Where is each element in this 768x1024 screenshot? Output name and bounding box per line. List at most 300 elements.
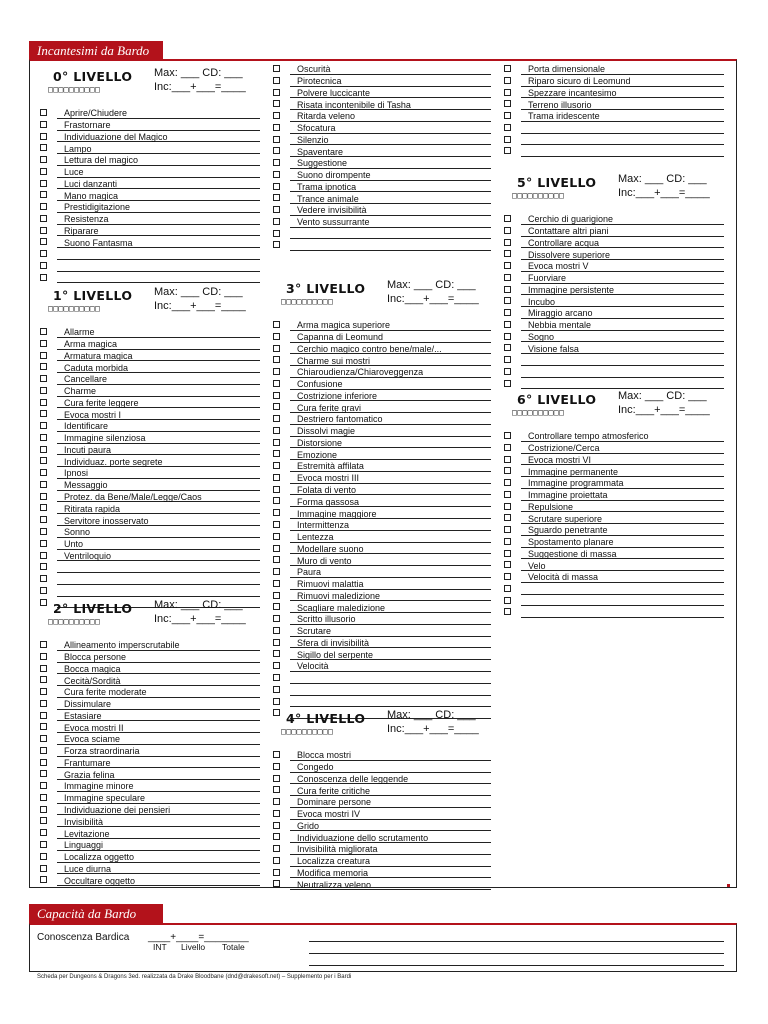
bardic-notes-line[interactable]: [309, 941, 724, 942]
spell-name: Scritto illusorio: [297, 614, 356, 625]
prepared-checkbox[interactable]: [40, 641, 47, 648]
spell-row: [30, 119, 260, 131]
bardic-notes-line[interactable]: [309, 953, 724, 954]
spell-name: Cecità/Sordità: [64, 675, 121, 686]
prepared-checkbox[interactable]: [40, 770, 47, 777]
prepared-checkbox[interactable]: [40, 340, 47, 347]
prepared-checkbox[interactable]: [273, 392, 280, 399]
spell-row: [30, 674, 260, 686]
spell-row: [30, 863, 260, 875]
spell-row: [263, 590, 491, 602]
prepared-checkbox[interactable]: [273, 159, 280, 166]
prepared-checkbox[interactable]: [504, 65, 511, 72]
increment-field[interactable]: Inc:___+___=____: [154, 300, 246, 312]
prepared-checkbox[interactable]: [504, 136, 511, 143]
prepared-checkbox[interactable]: [273, 833, 280, 840]
prepared-checkbox[interactable]: [273, 65, 280, 72]
spell-name: Ritirata rapida: [64, 503, 121, 514]
spell-name: Scagliare maledizione: [297, 602, 386, 613]
spell-row: [263, 637, 491, 649]
prepared-checkbox[interactable]: [273, 580, 280, 587]
prepared-checkbox[interactable]: [40, 700, 47, 707]
prepared-checkbox[interactable]: [273, 241, 280, 248]
spell-row: [30, 839, 260, 851]
slot-checkboxes[interactable]: □□□□□□□□□□: [281, 297, 334, 306]
prepared-checkbox[interactable]: [504, 250, 511, 257]
prepared-checkbox[interactable]: [40, 191, 47, 198]
prepared-checkbox[interactable]: [40, 735, 47, 742]
prepared-checkbox[interactable]: [40, 516, 47, 523]
spell-row: [494, 606, 724, 618]
prepared-checkbox[interactable]: [504, 77, 511, 84]
prepared-checkbox[interactable]: [273, 857, 280, 864]
spell-write-line[interactable]: [521, 617, 724, 618]
prepared-checkbox[interactable]: [40, 676, 47, 683]
prepared-checkbox[interactable]: [273, 845, 280, 852]
prepared-checkbox[interactable]: [273, 497, 280, 504]
prepared-checkbox[interactable]: [504, 368, 511, 375]
level-title: 5° LIVELLO: [517, 175, 597, 190]
spell-name: Localizza oggetto: [64, 852, 135, 863]
prepared-checkbox[interactable]: [40, 587, 47, 594]
prepared-checkbox[interactable]: [504, 514, 511, 521]
prepared-checkbox[interactable]: [40, 563, 47, 570]
prepared-checkbox[interactable]: [273, 798, 280, 805]
spell-name: Riparare: [64, 225, 99, 236]
prepared-checkbox[interactable]: [40, 504, 47, 511]
prepared-checkbox[interactable]: [273, 356, 280, 363]
prepared-checkbox[interactable]: [273, 194, 280, 201]
prepared-checkbox[interactable]: [40, 227, 47, 234]
spell-name: Cancellare: [64, 374, 108, 385]
prepared-checkbox[interactable]: [40, 528, 47, 535]
prepared-checkbox[interactable]: [504, 344, 511, 351]
increment-field[interactable]: Inc:___+___=____: [387, 723, 479, 735]
spell-name: Velocità di massa: [528, 572, 599, 583]
prepared-checkbox[interactable]: [273, 822, 280, 829]
prepared-checkbox[interactable]: [273, 650, 280, 657]
prepared-checkbox[interactable]: [273, 568, 280, 575]
slot-checkboxes[interactable]: □□□□□□□□□□: [281, 727, 334, 736]
spell-row: [263, 566, 491, 578]
spell-name: Servitore inosservato: [64, 515, 149, 526]
spell-row: [263, 331, 491, 343]
prepared-checkbox[interactable]: [273, 171, 280, 178]
level-title: 0° LIVELLO: [53, 69, 133, 84]
spell-row: [30, 248, 260, 260]
spell-row: [263, 181, 491, 193]
prepared-checkbox[interactable]: [273, 380, 280, 387]
spell-row: [263, 401, 491, 413]
prepared-checkbox[interactable]: [273, 450, 280, 457]
prepared-checkbox[interactable]: [273, 136, 280, 143]
spell-name: Immagine persistente: [528, 284, 615, 295]
prepared-checkbox[interactable]: [40, 180, 47, 187]
spell-name: Estasiare: [64, 710, 102, 721]
prepared-checkbox[interactable]: [40, 481, 47, 488]
prepared-checkbox[interactable]: [273, 545, 280, 552]
spell-name: Blocca persone: [64, 652, 127, 663]
prepared-checkbox[interactable]: [273, 486, 280, 493]
prepared-checkbox[interactable]: [504, 286, 511, 293]
prepared-checkbox[interactable]: [273, 124, 280, 131]
spell-row: [30, 827, 260, 839]
spell-row: [30, 385, 260, 397]
prepared-checkbox[interactable]: [40, 552, 47, 559]
spell-row: [494, 366, 724, 378]
prepared-checkbox[interactable]: [504, 239, 511, 246]
prepared-checkbox[interactable]: [273, 775, 280, 782]
prepared-checkbox[interactable]: [504, 479, 511, 486]
prepared-checkbox[interactable]: [504, 585, 511, 592]
spell-name: Trama iridescente: [528, 111, 600, 122]
spell-name: Porta dimensionale: [528, 64, 606, 75]
increment-field[interactable]: Inc:___+___=____: [154, 81, 246, 93]
spell-name: Immagine maggiore: [297, 508, 377, 519]
prepared-checkbox[interactable]: [40, 262, 47, 269]
prepared-checkbox[interactable]: [40, 250, 47, 257]
prepared-checkbox[interactable]: [40, 328, 47, 335]
spell-name: Forza straordinaria: [64, 746, 140, 757]
prepared-checkbox[interactable]: [504, 227, 511, 234]
spell-name: Costrizione inferiore: [297, 390, 378, 401]
spell-row: [263, 110, 491, 122]
spell-row: [30, 698, 260, 710]
spell-name: Caduta morbida: [64, 362, 129, 373]
spell-row: [263, 472, 491, 484]
prepared-checkbox[interactable]: [273, 206, 280, 213]
prepared-checkbox[interactable]: [273, 627, 280, 634]
prepared-checkbox[interactable]: [504, 503, 511, 510]
prepared-checkbox[interactable]: [273, 674, 280, 681]
spell-row: [263, 543, 491, 555]
prepared-checkbox[interactable]: [273, 345, 280, 352]
spell-row: [30, 573, 260, 585]
spell-row: [494, 295, 724, 307]
spell-row: [263, 796, 491, 808]
spell-row: [494, 595, 724, 607]
prepared-checkbox[interactable]: [40, 363, 47, 370]
spell-column: [30, 63, 260, 283]
prepared-checkbox[interactable]: [40, 375, 47, 382]
prepared-checkbox[interactable]: [40, 782, 47, 789]
spell-row: [494, 63, 724, 75]
prepared-checkbox[interactable]: [40, 352, 47, 359]
level-header: [494, 386, 724, 430]
spell-name: Allineamento imperscrutabile: [64, 640, 180, 651]
prepared-checkbox[interactable]: [40, 434, 47, 441]
spell-name: Risata incontenibile di Tasha: [297, 99, 411, 110]
prepared-checkbox[interactable]: [504, 262, 511, 269]
spell-write-line[interactable]: [290, 250, 491, 251]
spell-row: [263, 878, 491, 890]
prepared-checkbox[interactable]: [40, 387, 47, 394]
prepared-checkbox[interactable]: [273, 662, 280, 669]
prepared-checkbox[interactable]: [504, 456, 511, 463]
prepared-checkbox[interactable]: [40, 422, 47, 429]
spell-name: Controllare tempo atmosferico: [528, 431, 649, 442]
spell-name: Individuazione dei pensieri: [64, 804, 171, 815]
prepared-checkbox[interactable]: [504, 309, 511, 316]
prepared-checkbox[interactable]: [40, 794, 47, 801]
spell-row: [494, 536, 724, 548]
increment-field[interactable]: Inc:___+___=____: [387, 293, 479, 305]
spell-row: [30, 561, 260, 573]
spell-row: [30, 455, 260, 467]
prepared-checkbox[interactable]: [273, 698, 280, 705]
spell-row: [30, 550, 260, 562]
prepared-checkbox[interactable]: [40, 133, 47, 140]
prepared-checkbox[interactable]: [273, 427, 280, 434]
spell-name: Invisibilità: [64, 816, 104, 827]
spell-row: [494, 571, 724, 583]
prepared-checkbox[interactable]: [273, 415, 280, 422]
prepared-checkbox[interactable]: [273, 521, 280, 528]
prepared-checkbox[interactable]: [504, 573, 511, 580]
bardic-notes-line[interactable]: [309, 965, 724, 966]
prepared-checkbox[interactable]: [504, 561, 511, 568]
spell-row: [30, 491, 260, 503]
spell-row: [263, 366, 491, 378]
prepared-checkbox[interactable]: [504, 467, 511, 474]
spell-name: Spaventare: [297, 146, 344, 157]
max-dc-field[interactable]: Max: ___ CD: ___: [387, 709, 476, 721]
prepared-checkbox[interactable]: [40, 759, 47, 766]
increment-field[interactable]: Inc:___+___=____: [618, 404, 710, 416]
prepared-checkbox[interactable]: [40, 817, 47, 824]
prepared-checkbox[interactable]: [40, 144, 47, 151]
prepared-checkbox[interactable]: [504, 112, 511, 119]
corner-mark: [727, 884, 730, 887]
prepared-checkbox[interactable]: [504, 147, 511, 154]
prepared-checkbox[interactable]: [273, 592, 280, 599]
prepared-checkbox[interactable]: [40, 238, 47, 245]
prepared-checkbox[interactable]: [273, 100, 280, 107]
spell-name: Protez. da Bene/Male/Legge/Caos: [64, 491, 202, 502]
prepared-checkbox[interactable]: [273, 368, 280, 375]
spell-row: [494, 110, 724, 122]
prepared-checkbox[interactable]: [40, 215, 47, 222]
spell-name: Fuorviare: [528, 273, 567, 284]
prepared-checkbox[interactable]: [504, 124, 511, 131]
spell-row: [263, 228, 491, 240]
prepared-checkbox[interactable]: [273, 230, 280, 237]
spell-row: [30, 178, 260, 190]
prepared-checkbox[interactable]: [504, 321, 511, 328]
prepared-checkbox[interactable]: [40, 446, 47, 453]
spell-row: [263, 672, 491, 684]
prepared-checkbox[interactable]: [504, 550, 511, 557]
max-dc-field[interactable]: Max: ___ CD: ___: [154, 286, 243, 298]
spell-name: Riparo sicuro di Leomund: [528, 76, 631, 87]
footer-credit: Scheda per Dungeons & Dragons 3ed. realizzata da Drake Bloodbane (dnd@drakesoft.net) – Supplemento per i Bardi: [37, 974, 352, 980]
prepared-checkbox[interactable]: [40, 723, 47, 730]
prepared-checkbox[interactable]: [273, 77, 280, 84]
prepared-checkbox[interactable]: [273, 403, 280, 410]
prepared-checkbox[interactable]: [504, 356, 511, 363]
spell-name: Sguardo penetrante: [528, 525, 608, 536]
spell-name: Charme: [64, 386, 97, 397]
prepared-checkbox[interactable]: [273, 321, 280, 328]
prepared-checkbox[interactable]: [40, 865, 47, 872]
increment-field[interactable]: Inc:___+___=____: [154, 613, 246, 625]
spell-row: [30, 107, 260, 119]
prepared-checkbox[interactable]: [504, 444, 511, 451]
prepared-checkbox[interactable]: [40, 168, 47, 175]
prepared-checkbox[interactable]: [40, 399, 47, 406]
max-dc-field[interactable]: Max: ___ CD: ___: [618, 173, 707, 185]
prepared-checkbox[interactable]: [40, 457, 47, 464]
spell-name: Localizza creatura: [297, 856, 371, 867]
spell-row: [30, 686, 260, 698]
prepared-checkbox[interactable]: [504, 608, 511, 615]
spell-name: Individuaz. porte segrete: [64, 456, 163, 467]
spell-row: [494, 98, 724, 110]
max-dc-field[interactable]: Max: ___ CD: ___: [387, 279, 476, 291]
prepared-checkbox[interactable]: [40, 203, 47, 210]
spell-row: [263, 204, 491, 216]
spell-row: [30, 663, 260, 675]
prepared-checkbox[interactable]: [40, 109, 47, 116]
spell-name: Cerchio di guarigione: [528, 214, 614, 225]
max-dc-field[interactable]: Max: ___ CD: ___: [618, 390, 707, 402]
prepared-checkbox[interactable]: [273, 218, 280, 225]
spell-name: Destriero fantomatico: [297, 414, 383, 425]
prepared-checkbox[interactable]: [273, 462, 280, 469]
prepared-checkbox[interactable]: [504, 491, 511, 498]
prepared-checkbox[interactable]: [40, 410, 47, 417]
prepared-checkbox[interactable]: [273, 686, 280, 693]
slot-checkboxes[interactable]: □□□□□□□□□□: [512, 408, 565, 417]
prepared-checkbox[interactable]: [504, 597, 511, 604]
spell-name: Unto: [64, 539, 84, 550]
prepared-checkbox[interactable]: [40, 653, 47, 660]
slot-checkboxes[interactable]: □□□□□□□□□□: [48, 617, 101, 626]
prepared-checkbox[interactable]: [504, 538, 511, 545]
prepared-checkbox[interactable]: [504, 333, 511, 340]
level-header: [494, 169, 724, 213]
prepared-checkbox[interactable]: [273, 509, 280, 516]
spell-row: [30, 639, 260, 651]
prepared-checkbox[interactable]: [504, 89, 511, 96]
max-dc-field[interactable]: Max: ___ CD: ___: [154, 599, 243, 611]
prepared-checkbox[interactable]: [273, 112, 280, 119]
prepared-checkbox[interactable]: [504, 215, 511, 222]
spell-row: [494, 489, 724, 501]
prepared-checkbox[interactable]: [273, 147, 280, 154]
prepared-checkbox[interactable]: [273, 89, 280, 96]
prepared-checkbox[interactable]: [273, 639, 280, 646]
prepared-checkbox[interactable]: [40, 575, 47, 582]
prepared-checkbox[interactable]: [40, 829, 47, 836]
spell-row: [494, 122, 724, 134]
spell-name: Polvere luccicante: [297, 87, 371, 98]
spell-row: [30, 154, 260, 166]
slot-checkboxes[interactable]: □□□□□□□□□□: [512, 191, 565, 200]
spell-row: [30, 213, 260, 225]
slot-checkboxes[interactable]: □□□□□□□□□□: [48, 304, 101, 313]
prepared-checkbox[interactable]: [273, 333, 280, 340]
spell-row: [30, 651, 260, 663]
spell-row: [263, 75, 491, 87]
spell-row: [494, 465, 724, 477]
spell-row: [30, 815, 260, 827]
spell-name: Blocca mostri: [297, 750, 352, 761]
spell-row: [30, 166, 260, 178]
spell-row: [263, 684, 491, 696]
prepared-checkbox[interactable]: [273, 810, 280, 817]
prepared-checkbox[interactable]: [40, 712, 47, 719]
prepared-checkbox[interactable]: [40, 747, 47, 754]
prepared-checkbox[interactable]: [273, 439, 280, 446]
prepared-checkbox[interactable]: [273, 533, 280, 540]
spell-name: Neutralizza veleno: [297, 879, 372, 890]
spell-write-line[interactable]: [521, 156, 724, 157]
prepared-checkbox[interactable]: [504, 274, 511, 281]
prepared-checkbox[interactable]: [273, 869, 280, 876]
prepared-checkbox[interactable]: [40, 493, 47, 500]
bardic-knowledge-formula[interactable]: ____+____=________: [148, 932, 249, 943]
spell-name: Luce: [64, 167, 84, 178]
prepared-checkbox[interactable]: [504, 432, 511, 439]
prepared-checkbox[interactable]: [40, 841, 47, 848]
prepared-checkbox[interactable]: [40, 806, 47, 813]
prepared-checkbox[interactable]: [273, 615, 280, 622]
prepared-checkbox[interactable]: [40, 469, 47, 476]
spell-name: Lampo: [64, 143, 92, 154]
prepared-checkbox[interactable]: [504, 526, 511, 533]
prepared-checkbox[interactable]: [40, 156, 47, 163]
prepared-checkbox[interactable]: [40, 853, 47, 860]
prepared-checkbox[interactable]: [40, 121, 47, 128]
spell-row: [263, 425, 491, 437]
spell-row: [263, 134, 491, 146]
prepared-checkbox[interactable]: [40, 274, 47, 281]
spell-row: [30, 768, 260, 780]
spell-name: Dissolvere superiore: [528, 249, 611, 260]
prepared-checkbox[interactable]: [40, 876, 47, 883]
spell-name: Velocità: [297, 661, 329, 672]
prepared-checkbox[interactable]: [273, 751, 280, 758]
prepared-checkbox[interactable]: [273, 474, 280, 481]
slot-checkboxes[interactable]: □□□□□□□□□□: [48, 85, 101, 94]
spell-name: Capanna di Leomund: [297, 332, 384, 343]
spell-row: [30, 874, 260, 886]
spell-row: [263, 98, 491, 110]
prepared-checkbox[interactable]: [273, 880, 280, 887]
spell-row: [30, 432, 260, 444]
spell-row: [263, 448, 491, 460]
prepared-checkbox[interactable]: [40, 540, 47, 547]
max-dc-field[interactable]: Max: ___ CD: ___: [154, 67, 243, 79]
prepared-checkbox[interactable]: [504, 297, 511, 304]
prepared-checkbox[interactable]: [273, 763, 280, 770]
prepared-checkbox[interactable]: [40, 688, 47, 695]
prepared-checkbox[interactable]: [273, 183, 280, 190]
prepared-checkbox[interactable]: [40, 665, 47, 672]
spell-name: Congedo: [297, 762, 334, 773]
prepared-checkbox[interactable]: [273, 603, 280, 610]
spell-row: [263, 660, 491, 672]
prepared-checkbox[interactable]: [273, 556, 280, 563]
spell-row: [263, 460, 491, 472]
increment-field[interactable]: Inc:___+___=____: [618, 187, 710, 199]
spell-name: Chiaroudienza/Chiaroveggenza: [297, 367, 424, 378]
spell-name: Vento sussurrante: [297, 217, 370, 228]
prepared-checkbox[interactable]: [504, 100, 511, 107]
spell-row: [263, 808, 491, 820]
prepared-checkbox[interactable]: [273, 786, 280, 793]
